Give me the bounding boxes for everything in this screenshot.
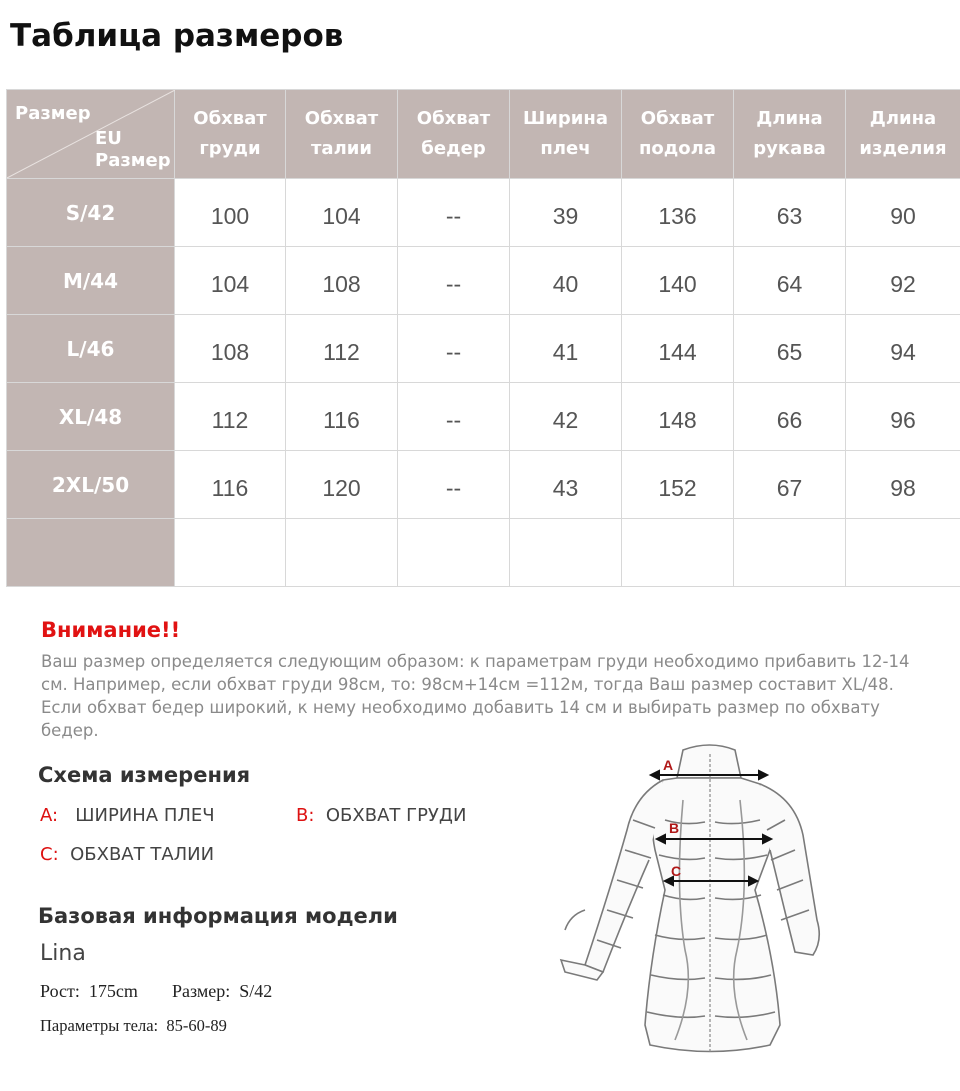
jacket-diagram [555,740,855,1080]
header-hips: Обхват бедер [398,90,510,179]
table-cell: 120 [286,451,398,519]
table-cell: -- [398,383,510,451]
table-cell: 144 [622,315,734,383]
table-row [7,383,960,451]
table-cell: -- [398,247,510,315]
table-cell: 63 [734,179,846,247]
table-cell: 94 [846,315,960,383]
table-cell: 67 [734,451,846,519]
warning-text: Ваш размер определяется следующим образом: к параметрам груди необходимо прибавить 12-14 см. Например, если обхват груди 98см, то: 98см+14см =112м, тогда Ваш размер составит XL/48. Если обхват бедер широкий, к нему необходимо добавить 14 см и выбирать размер по обхвату бедер. [41,652,910,740]
measure-item-b: B: ОБХВАТ ГРУДИ [296,805,467,826]
model-size: Размер: S/42 [172,981,273,1001]
header-row [7,90,960,179]
measure-item-c: C: ОБХВАТ ТАЛИИ [40,844,215,865]
table-cell: 136 [622,179,734,247]
table-cell: 148 [622,383,734,451]
table-cell: 96 [846,383,960,451]
table-cell: 100 [175,179,286,247]
model-params: Параметры тела: 85-60-89 [40,1016,227,1035]
measure-title: Схема измерения [38,763,251,787]
corner-eu-label: EU Размер [95,128,171,171]
diagram-label-b: B [669,820,680,836]
header-sleeve: Длина рукава [734,90,846,179]
table-cell: 64 [734,247,846,315]
table-cell [398,519,510,587]
table-cell: -- [398,179,510,247]
table-cell: 41 [510,315,622,383]
size-table [6,89,960,587]
row-size-label: L/46 [7,315,175,383]
table-row [7,519,960,587]
table-cell: 116 [175,451,286,519]
row-size-label: M/44 [7,247,175,315]
table-cell: 42 [510,383,622,451]
table-cell: 108 [175,315,286,383]
table-cell: 112 [286,315,398,383]
table-cell: -- [398,315,510,383]
measure-item-a: A: ШИРИНА ПЛЕЧ [40,805,215,826]
header-hem: Обхват подола [622,90,734,179]
table-cell: 104 [286,179,398,247]
model-name: Lina [40,941,86,966]
table-cell: 140 [622,247,734,315]
model-title: Базовая информация модели [38,904,398,928]
table-cell [622,519,734,587]
page-title: Таблица размеров [10,18,344,54]
row-size-label [7,519,175,587]
table-cell [510,519,622,587]
model-height: Рост: 175cm [40,981,138,1001]
table-row [7,315,960,383]
corner-size-label: Размер [15,103,91,124]
table-cell: 108 [286,247,398,315]
table-cell: 66 [734,383,846,451]
table-cell [175,519,286,587]
header-waist: Обхват талии [286,90,398,179]
table-cell: 40 [510,247,622,315]
table-cell: 116 [286,383,398,451]
header-shoulders: Ширина плеч [510,90,622,179]
table-cell [734,519,846,587]
table-row [7,179,960,247]
header-length: Длина изделия [846,90,960,179]
table-cell [846,519,960,587]
corner-header [7,90,175,179]
diagram-label-a: A [663,757,674,773]
table-cell: 112 [175,383,286,451]
table-cell: 152 [622,451,734,519]
table-row [7,451,960,519]
diagram-label-c: C [671,863,682,879]
table-row [7,247,960,315]
header-chest: Обхват груди [175,90,286,179]
row-size-label: XL/48 [7,383,175,451]
table-cell: 98 [846,451,960,519]
table-cell [286,519,398,587]
table-cell: 65 [734,315,846,383]
table-cell: 92 [846,247,960,315]
table-cell: 39 [510,179,622,247]
warning-title: Внимание!! [41,618,181,642]
table-cell: 104 [175,247,286,315]
table-cell: -- [398,451,510,519]
row-size-label: S/42 [7,179,175,247]
table-cell: 90 [846,179,960,247]
table-cell: 43 [510,451,622,519]
row-size-label: 2XL/50 [7,451,175,519]
